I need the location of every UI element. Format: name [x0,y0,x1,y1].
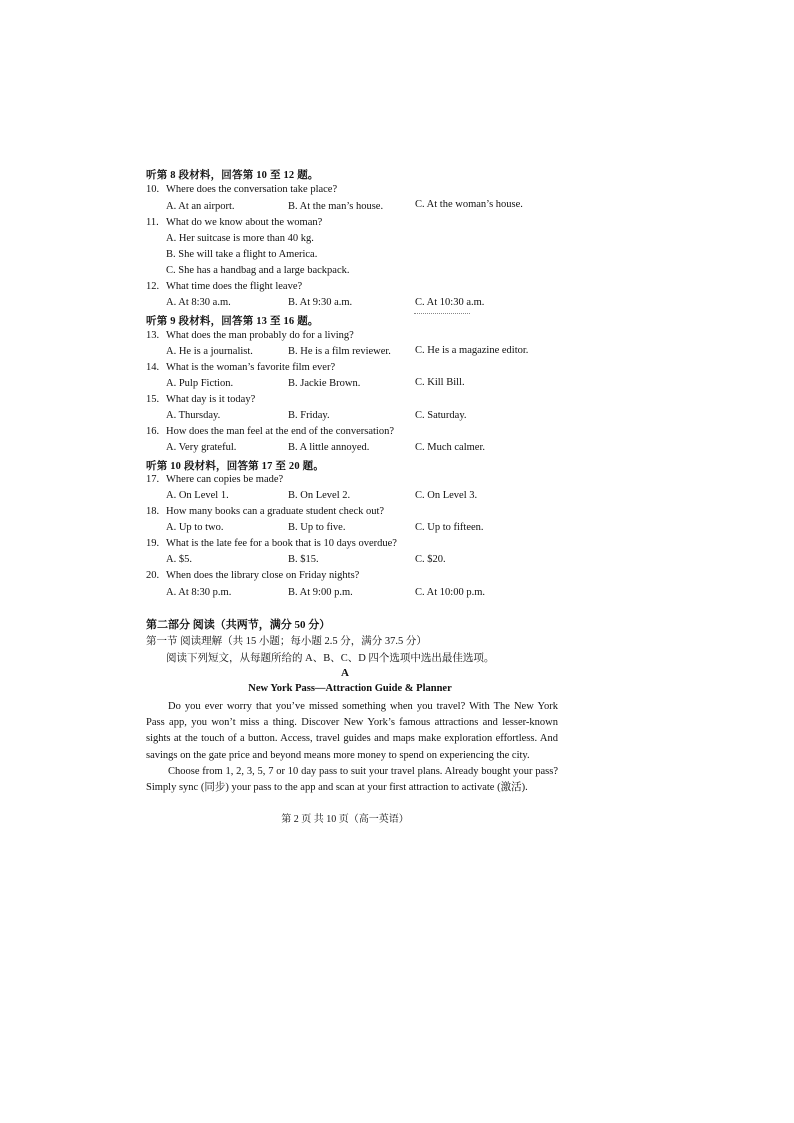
question-number: 19. [146,538,160,549]
option-c: C. $20. [415,554,446,565]
scan-artifact [414,313,470,316]
question-text: What do we know about the woman? [166,217,323,228]
option-a: A. Pulp Fiction. [166,378,234,389]
question-text: What time does the flight leave? [166,281,303,292]
question-20 [146,570,359,581]
option-b: B. At the man’s house. [288,201,384,212]
option-b: B. A little annoyed. [288,442,370,453]
passage-letter: A [341,667,349,679]
option-a: A. At 8:30 a.m. [166,297,231,308]
option-c: C. Up to fifteen. [415,522,484,533]
option-b: B. At 9:30 a.m. [288,297,353,308]
question-text: Where can copies be made? [166,474,284,485]
passage-paragraph-2: Choose from 1, 2, 3, 5, 7 or 10 day pass to suit your travel plans. Already bought your pass? Simply sync (同步) your pass to the app and scan at your first attraction to activate (激活). [146,766,558,794]
question-text: How many books can a graduate student check out? [166,506,385,517]
option-a: A. At 8:30 p.m. [166,587,232,598]
listening-section-8-heading: 听第 8 段材料，回答第 10 至 12 题。 [146,170,319,181]
passage-paragraph-1: Do you ever worry that you’ve missed something when you travel? With The New York Pass app, you won’t miss a thing. Discover New York’s famous attractions and lesser-known sights at the touch of a button. Access, travel guides and maps make exploration effortless. And savings on the gate price and beyond means more money to spend on experiencing the city. [146,701,558,761]
section-1-title: 第一节 阅读理解（共 15 小题；每小题 2.5 分，满分 37.5 分） [146,636,427,647]
question-text: How does the man feel at the end of the conversation? [166,426,395,437]
question-number: 17. [146,474,160,485]
question-number: 14. [146,362,160,373]
option-b: B. He is a film reviewer. [288,346,391,357]
question-15 [146,394,255,405]
page-footer: 第 2 页 共 10 页（高一英语） [281,814,409,825]
reading-instruction: 阅读下列短文，从每题所给的 A、B、C、D 四个选项中选出最佳选项。 [166,653,495,664]
question-17 [146,474,283,485]
question-number: 11. [146,217,159,228]
option-c: C. He is a magazine editor. [415,345,529,356]
part-2-title: 第二部分 阅读（共两节，满分 50 分） [146,619,331,631]
listening-section-9-heading: 听第 9 段材料，回答第 13 至 16 题。 [146,316,319,327]
option-a: A. At an airport. [166,201,235,212]
question-number: 13. [146,330,160,341]
question-18 [146,506,384,517]
option-a: A. Thursday. [166,410,221,421]
question-number: 16. [146,426,160,437]
question-11 [146,217,322,228]
option-c: C. At 10:00 p.m. [415,587,486,598]
question-text: What is the woman’s favorite film ever? [166,362,336,373]
question-text: What is the late fee for a book that is 10 days overdue? [166,538,397,549]
question-16 [146,426,394,437]
option-a: A. Her suitcase is more than 40 kg. [166,233,314,244]
option-a: A. Very grateful. [166,442,237,453]
option-c: C. Much calmer. [415,442,485,453]
option-a: A. Up to two. [166,522,224,533]
question-number: 15. [146,394,160,405]
question-19 [146,538,397,549]
passage-title: New York Pass—Attraction Guide & Planner [248,683,452,694]
option-c: C. Kill Bill. [415,377,465,388]
option-a: A. $5. [166,554,192,565]
question-number: 12. [146,281,160,292]
option-c: C. Saturday. [415,410,467,421]
question-text: What does the man probably do for a living? [166,330,354,341]
option-c: C. At the woman’s house. [415,199,523,210]
question-number: 18. [146,506,160,517]
option-b: B. At 9:00 p.m. [288,587,353,598]
question-13 [146,330,354,341]
option-c: C. On Level 3. [415,490,478,501]
option-b: B. Friday. [288,410,330,421]
option-b: B. Jackie Brown. [288,378,361,389]
option-b: B. On Level 2. [288,490,351,501]
option-b: B. Up to five. [288,522,346,533]
option-c: C. At 10:30 a.m. [415,297,485,308]
question-number: 10. [146,184,160,195]
question-10 [146,184,337,195]
question-text: When does the library close on Friday nights? [166,570,360,581]
listening-section-10-heading: 听第 10 段材料，回答第 17 至 20 题。 [146,461,325,472]
question-12 [146,281,302,292]
question-text: What day is it today? [166,394,256,405]
question-14 [146,362,335,373]
option-c: C. She has a handbag and a large backpack. [166,265,350,276]
option-a: A. On Level 1. [166,490,229,501]
question-text: Where does the conversation take place? [166,184,338,195]
question-number: 20. [146,570,160,581]
option-a: A. He is a journalist. [166,346,253,357]
option-b: B. $15. [288,554,319,565]
option-b: B. She will take a flight to America. [166,249,318,260]
